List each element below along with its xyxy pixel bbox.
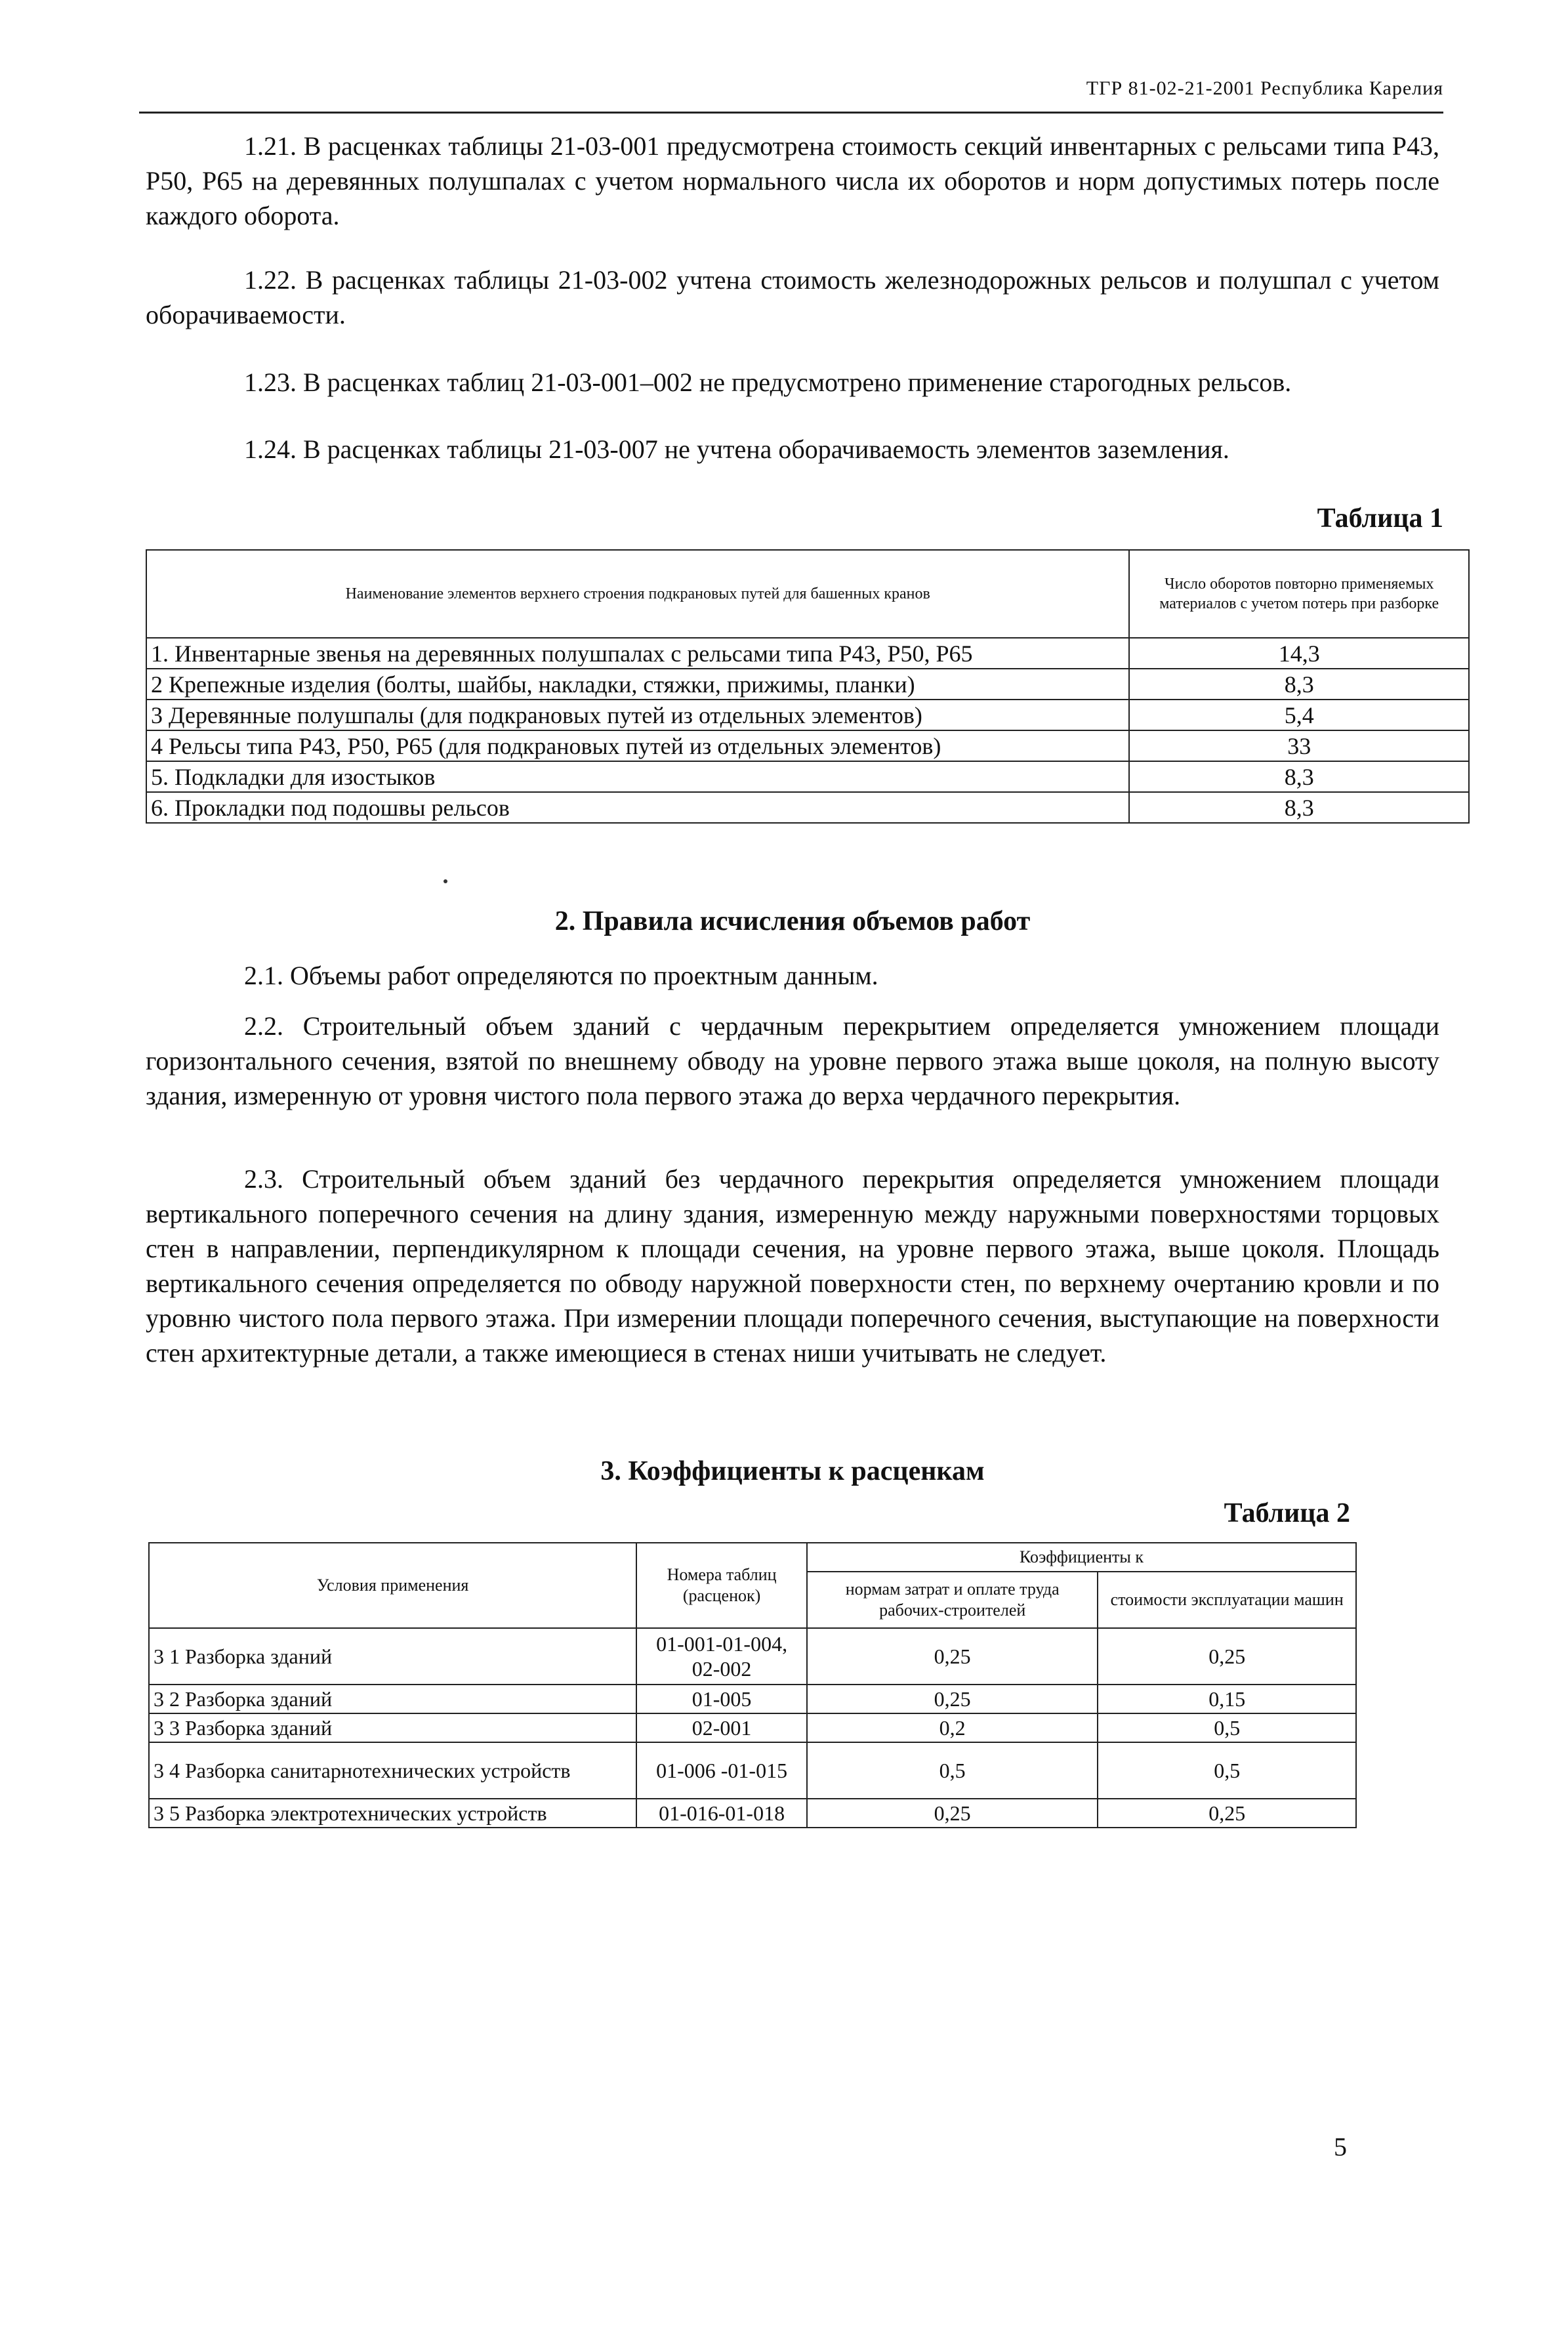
table-row xyxy=(146,792,1469,823)
table-1-cell-name: 6. Прокладки под подошвы рельсов xyxy=(146,792,1129,823)
table-row xyxy=(149,1799,1356,1828)
table-2-cell-machines: 0,5 xyxy=(1098,1742,1356,1799)
table-2-cell-labor: 0,25 xyxy=(807,1799,1098,1828)
section-2-heading: 2. Правила исчисления объемов работ xyxy=(554,906,1031,936)
table-2-header-conditions: Условия применения xyxy=(149,1543,636,1628)
table-1-cell-value: 8,3 xyxy=(1129,669,1469,700)
table-row xyxy=(149,1742,1356,1799)
table-2-cell-numbers: 01-001-01-004, 02-002 xyxy=(636,1628,807,1685)
table-1 xyxy=(146,549,1470,824)
table-1-cell-value: 8,3 xyxy=(1129,792,1469,823)
table-row xyxy=(149,1628,1356,1685)
paragraph-2-3: 2.3. Строительный объем зданий без чердачного перекрытия определяется умножением площади вертикального поперечного сечения на длину здания, измеренную между наружными поверхностями торцовых стен в направлении, перпендикулярном к площади сечения, на уровне первого этажа, выше цоколя. Площадь вертикального сечения определяется по обводу наружной поверхности стен, по верхнему очертанию кровли и по уровню чистого пола первого этажа. При измерении площади поперечного сечения, выступающие на поверхности стен архитектурные детали, а также имеющиеся в стенах ниши учитывать не следует. xyxy=(146,1164,1439,1368)
table-2-cell-machines: 0,5 xyxy=(1098,1713,1356,1742)
table-2-cell-condition: 3 3 Разборка зданий xyxy=(149,1713,636,1742)
table-2-cell-labor: 0,2 xyxy=(807,1713,1098,1742)
paragraph-2-1: 2.1. Объемы работ определяются по проектным данным. xyxy=(244,961,878,990)
table-1-cell-name: 1. Инвентарные звенья на деревянных полушпалах с рельсами типа Р43, Р50, Р65 xyxy=(146,638,1129,669)
table-2 xyxy=(148,1542,1357,1828)
table-row xyxy=(149,1685,1356,1713)
table-row xyxy=(149,1713,1356,1742)
table-2-cell-condition: 3 5 Разборка электротехнических устройств xyxy=(149,1799,636,1828)
table-1-header-value: Число оборотов повторно применяемых материалов с учетом потерь при разборке xyxy=(1129,550,1469,638)
running-head: ТГР 81-02-21-2001 Республика Карелия xyxy=(1086,77,1443,99)
table-row xyxy=(146,700,1469,730)
paragraph-1-23: 1.23. В расценках таблиц 21-03-001–002 не предусмотрено применение старогодных рельсов. xyxy=(244,367,1292,397)
table-1-cell-value: 8,3 xyxy=(1129,761,1469,792)
table-row xyxy=(146,761,1469,792)
table-2-header-machines: стоимости эксплуатации машин xyxy=(1098,1572,1356,1628)
table-2-cell-labor: 0,5 xyxy=(807,1742,1098,1799)
table-1-cell-name: 3 Деревянные полушпалы (для подкрановых путей из отдельных элементов) xyxy=(146,700,1129,730)
paragraph-1-24: 1.24. В расценках таблицы 21-03-007 не учтена оборачиваемость элементов заземления. xyxy=(244,434,1229,464)
table-1-caption: Таблица 1 xyxy=(1317,503,1443,534)
table-2-cell-machines: 0,25 xyxy=(1098,1799,1356,1828)
table-1-cell-value: 5,4 xyxy=(1129,700,1469,730)
page-number: 5 xyxy=(1334,2132,1347,2162)
table-1-cell-value: 14,3 xyxy=(1129,638,1469,669)
table-1-cell-name: 5. Подкладки для изостыков xyxy=(146,761,1129,792)
table-2-cell-numbers: 01-016-01-018 xyxy=(636,1799,807,1828)
section-3-heading: 3. Коэффициенты к расценкам xyxy=(600,1456,985,1486)
table-1-header-name: Наименование элементов верхнего строения подкрановых путей для башенных кранов xyxy=(146,550,1129,638)
table-1-cell-name: 4 Рельсы типа Р43, Р50, Р65 (для подкрановых путей из отдельных элементов) xyxy=(146,730,1129,761)
table-2-cell-condition: 3 4 Разборка санитарнотехнических устройств xyxy=(149,1742,636,1799)
table-1-cell-name: 2 Крепежные изделия (болты, шайбы, накладки, стяжки, прижимы, планки) xyxy=(146,669,1129,700)
table-2-header-labor: нормам затрат и оплате труда рабочих-строителей xyxy=(807,1572,1098,1628)
table-2-cell-labor: 0,25 xyxy=(807,1628,1098,1685)
table-2-header-numbers: Номера таблиц (расценок) xyxy=(636,1543,807,1628)
paragraph-2-2: 2.2. Строительный объем зданий с чердачным перекрытием определяется умножением площади горизонтального сечения, взятой по внешнему обводу на уровне первого этажа выше цоколя, на полную высоту здания, измеренную от уровня чистого пола первого этажа до верха чердачного перекрытия. xyxy=(146,1011,1439,1110)
table-2-header-coefficients: Коэффициенты к xyxy=(807,1543,1356,1572)
paragraph-1-22: 1.22. В расценках таблицы 21-03-002 учтена стоимость железнодорожных рельсов и полушпал с учетом оборачиваемости. xyxy=(146,265,1439,329)
paragraph-1-21: 1.21. В расценках таблицы 21-03-001 предусмотрена стоимость секций инвентарных с рельсами типа Р43, Р50, Р65 на деревянных полушпалах с учетом нормального числа их оборотов и норм допустимых потерь после каждого оборота. xyxy=(146,131,1439,230)
stray-dot xyxy=(444,879,447,883)
table-2-cell-machines: 0,25 xyxy=(1098,1628,1356,1685)
table-2-cell-numbers: 02-001 xyxy=(636,1713,807,1742)
table-row xyxy=(146,730,1469,761)
table-2-cell-machines: 0,15 xyxy=(1098,1685,1356,1713)
table-2-caption: Таблица 2 xyxy=(1224,1498,1350,1528)
table-row xyxy=(146,638,1469,669)
table-2-cell-condition: 3 1 Разборка зданий xyxy=(149,1628,636,1685)
table-2-cell-numbers: 01-006 -01-015 xyxy=(636,1742,807,1799)
table-2-cell-numbers: 01-005 xyxy=(636,1685,807,1713)
table-2-cell-condition: 3 2 Разборка зданий xyxy=(149,1685,636,1713)
header-rule xyxy=(139,112,1443,114)
table-row xyxy=(146,669,1469,700)
table-1-cell-value: 33 xyxy=(1129,730,1469,761)
table-2-cell-labor: 0,25 xyxy=(807,1685,1098,1713)
